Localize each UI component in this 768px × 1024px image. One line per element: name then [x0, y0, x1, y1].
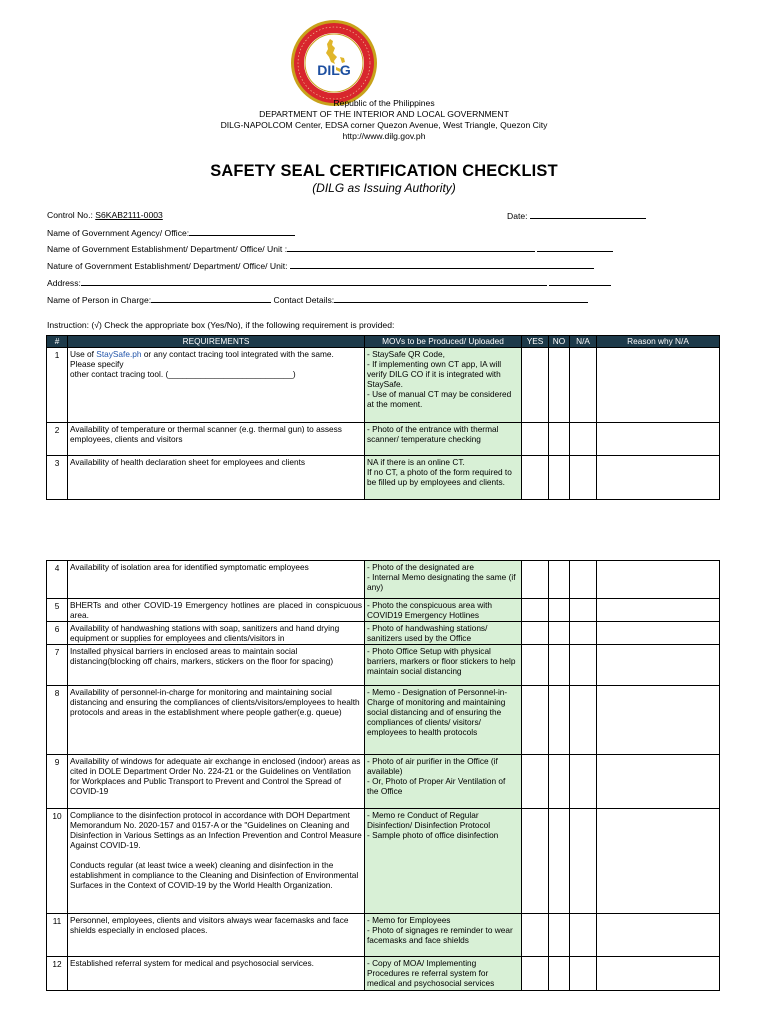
- table-row: [47, 622, 720, 645]
- nature-field[interactable]: [290, 260, 594, 269]
- header-reason: Reason why N/A: [597, 336, 720, 348]
- control-number-line: [47, 210, 163, 221]
- mov-item: - Photo of signages re reminder to wear facemasks and face shields: [367, 925, 513, 945]
- yes-checkbox[interactable]: [522, 423, 549, 456]
- header-no: NO: [549, 336, 570, 348]
- row-movs: - Photo the conspicuous area with COVID19 Emergency Hotlines: [365, 599, 522, 622]
- header-department: DEPARTMENT OF THE INTERIOR AND LOCAL GOVERNMENT: [259, 109, 509, 119]
- mov-item: - Memo for Employees: [367, 915, 451, 925]
- address-label: Address:: [47, 278, 81, 288]
- row-number: 5: [47, 599, 68, 622]
- mov-item: - Memo re Conduct of Regular Disinfection/ Disinfection Protocol: [367, 810, 491, 830]
- mov-item: - Sample photo of office disinfection: [367, 830, 499, 840]
- reason-field[interactable]: [597, 755, 720, 809]
- yes-checkbox[interactable]: [522, 561, 549, 599]
- na-checkbox[interactable]: [570, 622, 597, 645]
- reason-field[interactable]: [597, 456, 720, 500]
- table-row: [47, 686, 720, 755]
- no-checkbox[interactable]: [549, 957, 570, 991]
- requirement-text-cont: or any contact tracing tool integrated with the same.: [141, 349, 334, 359]
- row-requirement: Personnel, employees, clients and visitors always wear facemasks and face shields especially in enclosed places.: [68, 914, 365, 957]
- nature-line: [47, 260, 594, 272]
- table-row: [47, 957, 720, 991]
- no-checkbox[interactable]: [549, 561, 570, 599]
- agency-line: [47, 227, 295, 239]
- mov-item: - If implementing own CT app, IA will verify DILG CO if it is integrated with StaySafe.: [367, 359, 502, 389]
- row-number: 8: [47, 686, 68, 755]
- row-number: 9: [47, 755, 68, 809]
- table-row: [47, 599, 720, 622]
- reason-field[interactable]: [597, 599, 720, 622]
- requirement-line-2: Please specify: [70, 359, 124, 369]
- mov-item: - Use of manual CT may be considered at the moment.: [367, 389, 512, 409]
- row-movs: - Photo Office Setup with physical barriers, markers or floor stickers to help maintain social distancing: [365, 645, 522, 686]
- yes-checkbox[interactable]: [522, 622, 549, 645]
- page-subtitle: (DILG as Issuing Authority): [312, 181, 456, 195]
- row-movs: [365, 456, 522, 500]
- establishment-line: [47, 243, 613, 255]
- date-label: Date:: [507, 211, 528, 221]
- header-website: http://www.dilg.gov.ph: [342, 131, 426, 141]
- reason-field[interactable]: [597, 645, 720, 686]
- date-field[interactable]: [530, 210, 646, 219]
- row-number: 2: [47, 423, 68, 456]
- establishment-field[interactable]: [287, 243, 535, 252]
- table-row: [47, 423, 720, 456]
- row-movs: [365, 561, 522, 599]
- instruction-text: Instruction: (√) Check the appropriate box (Yes/No), if the following requirement is provided:: [47, 320, 395, 330]
- agency-label: Name of Government Agency/ Office:: [47, 228, 190, 238]
- row-requirement: [68, 348, 365, 423]
- row-number: 1: [47, 348, 68, 423]
- no-checkbox[interactable]: [549, 645, 570, 686]
- na-checkbox[interactable]: [570, 423, 597, 456]
- row-requirement: Availability of windows for adequate air exchange in enclosed (indoor) areas as cited in DOLE Department Order No. 224-21 or the Guidelines on Ventilation for Workplaces and Public Transport to Prevent and Control the Spread of COVID-19: [68, 755, 365, 809]
- yes-checkbox[interactable]: [522, 348, 549, 423]
- row-movs: [365, 755, 522, 809]
- header-num: #: [47, 336, 68, 348]
- na-checkbox[interactable]: [570, 914, 597, 957]
- row-movs: [365, 809, 522, 914]
- no-checkbox[interactable]: [549, 456, 570, 500]
- row-requirement: Availability of personnel-in-charge for monitoring and maintaining social distancing and ensuring the compliances of clients/visitors/employees to health protocols and areas in the establishment where people gather(e.g. queue): [68, 686, 365, 755]
- mov-item: - Internal Memo designating the same (if any): [367, 572, 516, 592]
- na-checkbox[interactable]: [570, 561, 597, 599]
- no-checkbox[interactable]: [549, 348, 570, 423]
- na-checkbox[interactable]: [570, 456, 597, 500]
- person-line: [47, 294, 588, 306]
- svg-text:DILG: DILG: [317, 62, 351, 78]
- row-movs: - Copy of MOA/ Implementing Procedures re referral system for medical and psychosocial services: [365, 957, 522, 991]
- row-requirement: [68, 809, 365, 914]
- date-line: [507, 210, 646, 222]
- yes-checkbox[interactable]: [522, 599, 549, 622]
- row-requirement: Availability of temperature or thermal scanner (e.g. thermal gun) to assess employees, clients and visitors: [68, 423, 365, 456]
- row-number: 3: [47, 456, 68, 500]
- mov-item: - StaySafe QR Code,: [367, 349, 445, 359]
- na-checkbox[interactable]: [570, 755, 597, 809]
- row-number: 4: [47, 561, 68, 599]
- header-movs: MOVs to be Produced/ Uploaded: [365, 336, 522, 348]
- row-movs: [365, 348, 522, 423]
- header-requirements: REQUIREMENTS: [68, 336, 365, 348]
- row-number: 6: [47, 622, 68, 645]
- na-checkbox[interactable]: [570, 599, 597, 622]
- mov-item: - Or, Photo of Proper Air Ventilation of the Office: [367, 776, 506, 796]
- na-checkbox[interactable]: [570, 645, 597, 686]
- staysafe-link[interactable]: StaySafe.ph: [96, 349, 142, 359]
- row-number: 7: [47, 645, 68, 686]
- table-row: [47, 755, 720, 809]
- reason-field[interactable]: [597, 622, 720, 645]
- row-number: 12: [47, 957, 68, 991]
- page-title: SAFETY SEAL CERTIFICATION CHECKLIST: [210, 162, 558, 180]
- no-checkbox[interactable]: [549, 809, 570, 914]
- no-checkbox[interactable]: [549, 622, 570, 645]
- title-block: [0, 162, 768, 196]
- address-field[interactable]: [81, 277, 547, 286]
- no-checkbox[interactable]: [549, 914, 570, 957]
- yes-checkbox[interactable]: [522, 809, 549, 914]
- no-checkbox[interactable]: [549, 423, 570, 456]
- row-number: 10: [47, 809, 68, 914]
- requirement-line-3: other contact tracing tool. (___________________________): [70, 369, 296, 379]
- requirement-paragraph: Conducts regular (at least twice a week) cleaning and disinfection in the establishment in compliance to the Cleaning and Disinfection of Environmental Surfaces in the Context of COVID-19 by the World Health Organization.: [70, 860, 359, 890]
- control-number-value: S6KAB2111-0003: [95, 210, 163, 220]
- table-row: [47, 456, 720, 500]
- table-row: [47, 809, 720, 914]
- table-row: [47, 914, 720, 957]
- reason-field[interactable]: [597, 686, 720, 755]
- header-na: N/A: [570, 336, 597, 348]
- table-row: [47, 348, 720, 423]
- no-checkbox[interactable]: [549, 599, 570, 622]
- reason-field[interactable]: [597, 809, 720, 914]
- row-movs: - Memo - Designation of Personnel-in-Charge of monitoring and maintaining social distancing and of ensuring the compliances of clients/ visitors/ employees to health protocols: [365, 686, 522, 755]
- row-movs: - Photo of handwashing stations/ sanitizers used by the Office: [365, 622, 522, 645]
- reason-field[interactable]: [597, 561, 720, 599]
- row-movs: - Photo of the entrance with thermal scanner/ temperature checking: [365, 423, 522, 456]
- dilg-seal-logo: [290, 19, 378, 107]
- no-checkbox[interactable]: [549, 755, 570, 809]
- table-row: [47, 645, 720, 686]
- row-movs: [365, 914, 522, 957]
- reason-field[interactable]: [597, 957, 720, 991]
- mov-item: NA if there is an online CT.: [367, 457, 465, 467]
- checklist-table-1: [46, 335, 720, 500]
- header-republic: Republic of the Philippines: [333, 98, 435, 108]
- establishment-label: Name of Government Establishment/ Department/ Office/ Unit :: [47, 244, 288, 254]
- row-requirement: Availability of handwashing stations with soap, sanitizers and hand drying equipment or supplies for employees and clients/visitors in: [68, 622, 365, 645]
- row-number: 11: [47, 914, 68, 957]
- mov-item: If no CT, a photo of the form required to be filled up by employees and clients.: [367, 467, 512, 487]
- agency-field[interactable]: [189, 227, 295, 236]
- requirement-paragraph: Compliance to the disinfection protocol in accordance with DOH Department Memorandum No. 2020-157 and 0157-A or the "Guidelines on Cleaning and Disinfection in Various Settings as an Infection Prevention and Control Measure Against COVID-19.: [70, 810, 362, 850]
- table-row: [47, 561, 720, 599]
- yes-checkbox[interactable]: [522, 686, 549, 755]
- row-requirement: Established referral system for medical and psychosocial services.: [68, 957, 365, 991]
- yes-checkbox[interactable]: [522, 914, 549, 957]
- nature-label: Nature of Government Establishment/ Department/ Office/ Unit:: [47, 261, 288, 271]
- mov-item: - Photo of the designated are: [367, 562, 475, 572]
- header-yes: YES: [522, 336, 549, 348]
- na-checkbox[interactable]: [570, 809, 597, 914]
- header-address: DILG-NAPOLCOM Center, EDSA corner Quezon Avenue, West Triangle, Quezon City: [220, 120, 548, 130]
- na-checkbox[interactable]: [570, 348, 597, 423]
- yes-checkbox[interactable]: [522, 755, 549, 809]
- requirement-text: Use of: [70, 349, 97, 359]
- reason-field[interactable]: [597, 423, 720, 456]
- contact-label: Contact Details:: [273, 295, 335, 305]
- person-field[interactable]: [151, 294, 271, 303]
- table-header-row: [47, 336, 720, 348]
- row-requirement: Availability of isolation area for identified symptomatic employees: [68, 561, 365, 599]
- establishment-field-2[interactable]: [537, 243, 613, 252]
- person-label: Name of Person in Charge:: [47, 295, 152, 305]
- yes-checkbox[interactable]: [522, 957, 549, 991]
- row-requirement: Installed physical barriers in enclosed areas to maintain social distancing(blocking off chairs, markers, stickers on the floor for spacing): [68, 645, 365, 686]
- row-requirement: BHERTs and other COVID-19 Emergency hotlines are placed in conspicuous area.: [68, 599, 365, 622]
- contact-field[interactable]: [334, 294, 588, 303]
- header-block: [0, 98, 768, 142]
- na-checkbox[interactable]: [570, 686, 597, 755]
- mov-item: - Photo of air purifier in the Office (if available): [367, 756, 498, 776]
- address-field-2[interactable]: [549, 277, 611, 286]
- reason-field[interactable]: [597, 914, 720, 957]
- checklist-table-2: [46, 560, 720, 991]
- na-checkbox[interactable]: [570, 957, 597, 991]
- reason-field[interactable]: [597, 348, 720, 423]
- yes-checkbox[interactable]: [522, 456, 549, 500]
- address-line: [47, 277, 611, 289]
- no-checkbox[interactable]: [549, 686, 570, 755]
- row-requirement: Availability of health declaration sheet for employees and clients: [68, 456, 365, 500]
- control-number-label: Control No.:: [47, 210, 93, 220]
- yes-checkbox[interactable]: [522, 645, 549, 686]
